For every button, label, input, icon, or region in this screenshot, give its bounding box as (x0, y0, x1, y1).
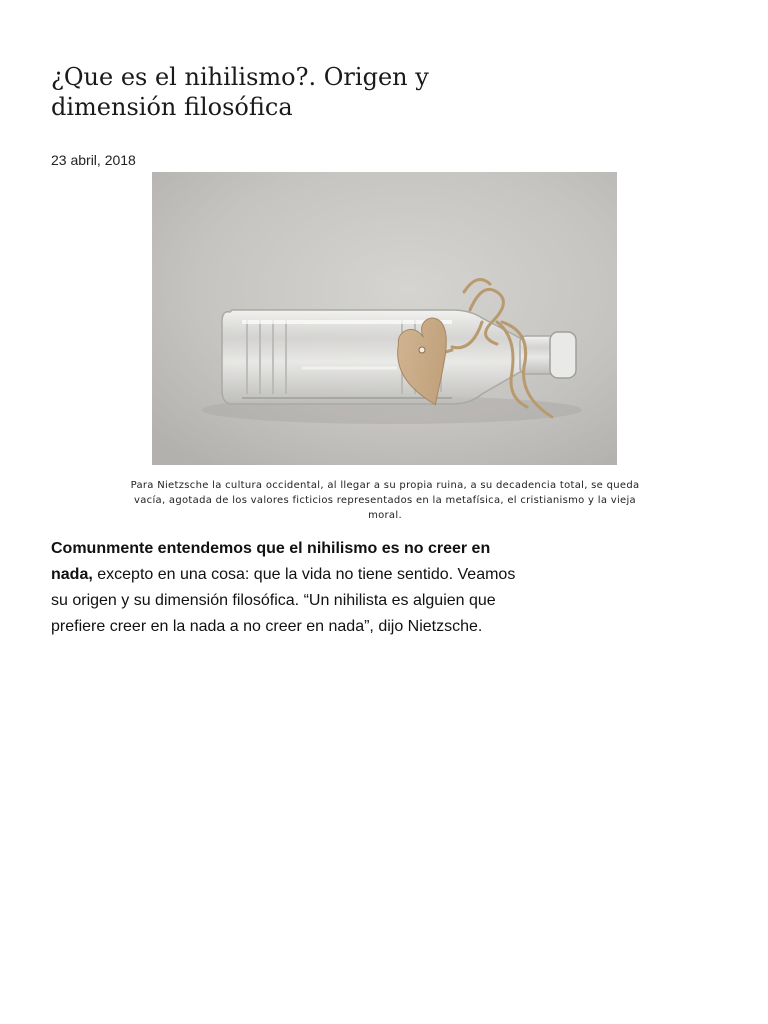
featured-image (152, 172, 617, 465)
article-title: ¿Que es el nihilismo?. Origen y dimensión filosófica (51, 63, 429, 121)
lead-text: excepto en una cosa: que la vida no tiene sentido. Veamos su origen y su dimensión filosófica. “Un nihilista es alguien que prefiere creer en la nada a no creer en nada”, dijo Nietzsche. (51, 566, 516, 635)
publish-date: 23 abril, 2018 (51, 152, 136, 168)
lead-paragraph (51, 536, 526, 640)
image-caption: Para Nietzsche la cultura occidental, al llegar a su propia ruina, a su decadencia total, se queda vacía, agotada de los valores ficticios representados en la metafísica, el cristianismo y la vieja moral. (130, 480, 640, 521)
lead-bold-text: Comunmente entendemos que el nihilismo es no creer en nada, (51, 540, 491, 583)
bottle-with-heart-tag-photo (152, 172, 617, 465)
